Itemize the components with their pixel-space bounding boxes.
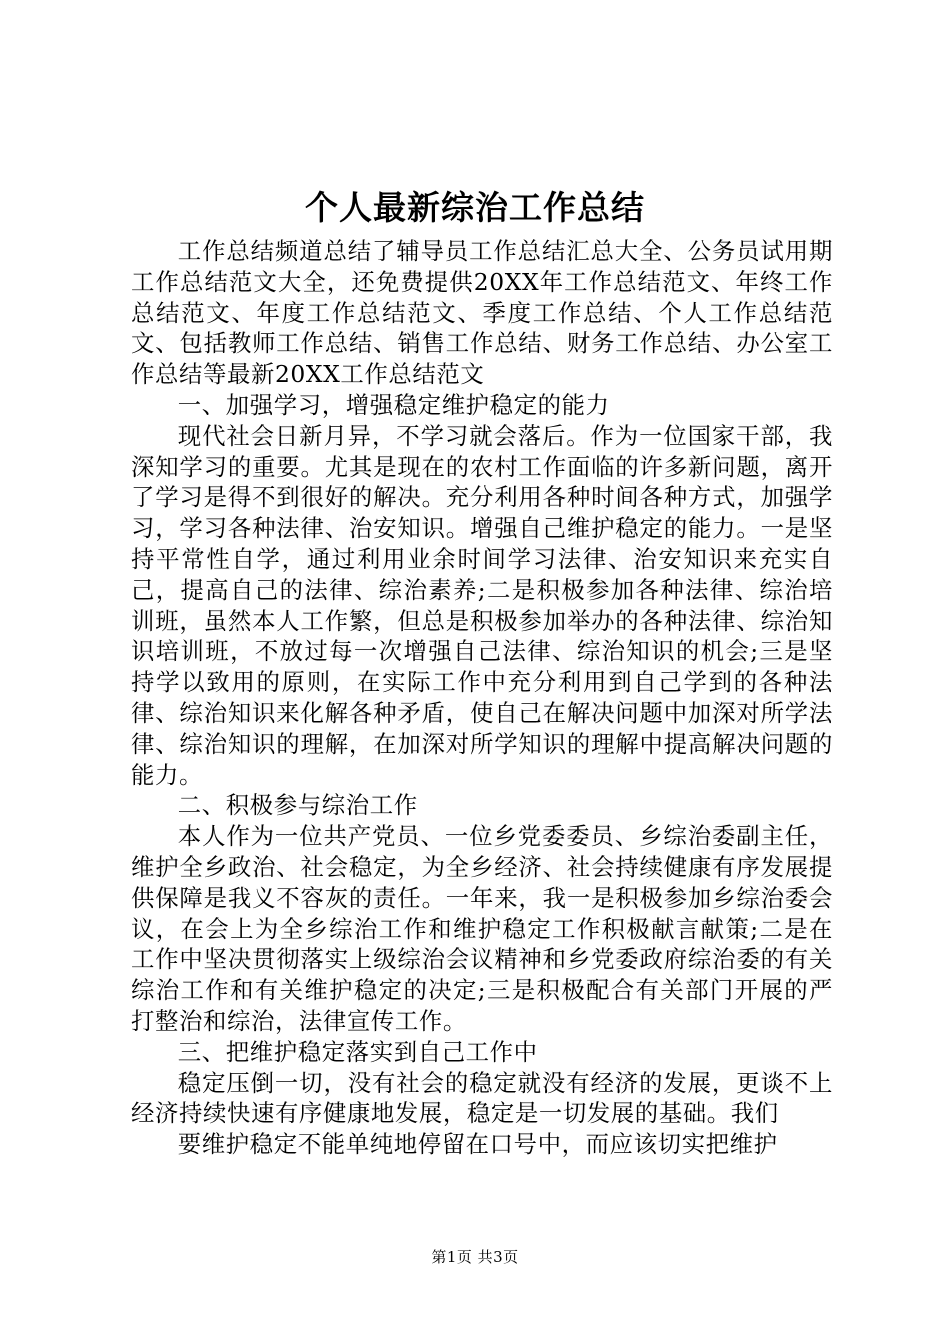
section-paragraph-3: 稳定压倒一切，没有社会的稳定就没有经济的发展，更谈不上经济持续快速有序健康地发展，稳定是一切发展的基础。我们 (131, 1068, 833, 1128)
section-paragraph-1: 现代社会日新月异，不学习就会落后。作为一位国家干部，我深知学习的重要。尤其是现在的农村工作面临的许多新问题，离开了学习是得不到很好的解决。充分利用各种时间各种方式，加强学习，学习各种法律、治安知识。增强自己维护稳定的能力。一是坚持平常性自学，通过利用业余时间学习法律、治安知识来充实自己，提高自己的法律、综治素养;二是积极参加各种法律、综治培训班，虽然本人工作繁，但总是积极参加举办的各种法律、综治知识培训班，不放过每一次增强自己法律、综治知识的机会;三是坚持学以致用的原则，在实际工作中充分利用到自己学到的各种法律、综治知识来化解各种矛盾，使自己在解决问题中加深对所学法律、综治知识的理解，在加深对所学知识的理解中提高解决问题的能力。 (131, 421, 833, 789)
document-body (131, 236, 833, 1160)
section-paragraph-4: 要维护稳定不能单纯地停留在口号中，而应该切实把维护 (177, 1130, 778, 1159)
page-title: 个人最新综治工作总结 (305, 188, 645, 227)
section-heading-2: 二、积极参与综治工作 (177, 791, 418, 820)
section-heading-1: 一、加强学习，增强稳定维护稳定的能力 (177, 390, 610, 419)
intro-paragraph: 工作总结频道总结了辅导员工作总结汇总大全、公务员试用期工作总结范文大全，还免费提供20XX年工作总结范文、年终工作总结范文、年度工作总结范文、季度工作总结、个人工作总结范文、包括教师工作总结、销售工作总结、财务工作总结、办公室工作总结等最新20XX工作总结范文 (131, 237, 833, 389)
section-paragraph-2: 本人作为一位共产党员、一位乡党委委员、乡综治委副主任，维护全乡政治、社会稳定，为全乡经济、社会持续健康有序发展提供保障是我义不容灰的责任。一年来，我一是积极参加乡综治委会议，在会上为全乡综治工作和维护稳定工作积极献言献策;二是在工作中坚决贯彻落实上级综治会议精神和乡党委政府综治委的有关综治工作和有关维护稳定的决定;三是积极配合有关部门开展的严打整治和综治，法律宣传工作。 (131, 822, 833, 1035)
section-heading-3: 三、把维护稳定落实到自己工作中 (177, 1037, 538, 1066)
page-footer: 第1页 共3页 (431, 1248, 519, 1266)
